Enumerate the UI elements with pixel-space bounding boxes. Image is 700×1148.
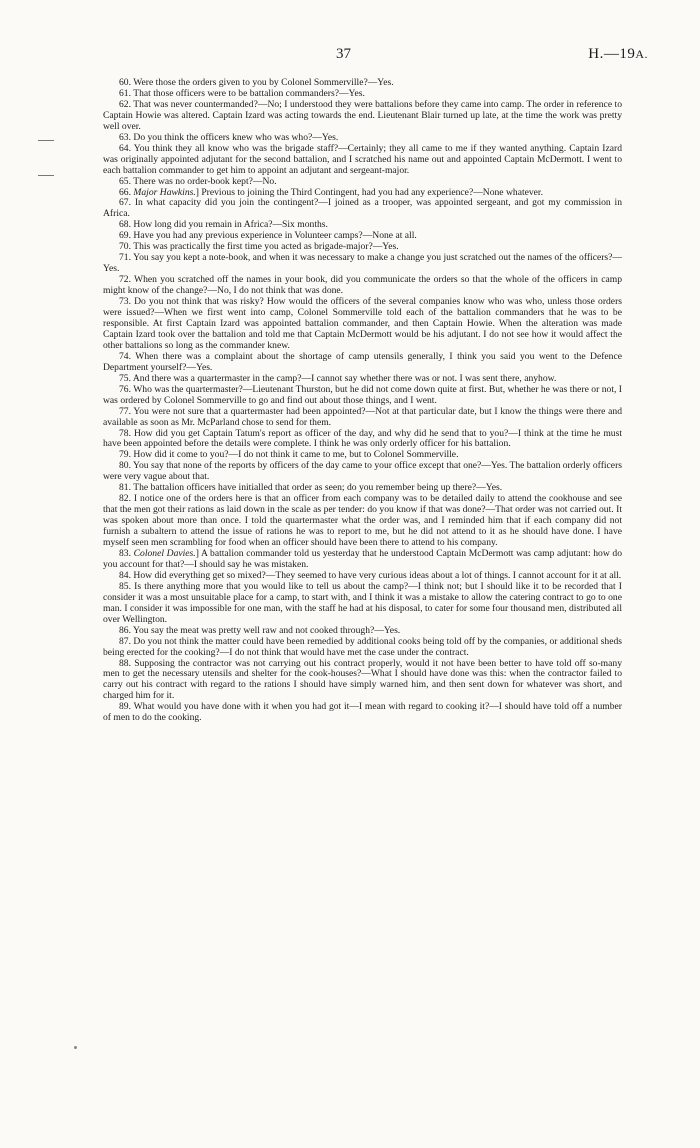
question-paragraph: 76. Who was the quartermaster?—Lieutenant Thurston, but he did not come down quite at first. But, whether he was there or not, I was ordered by Colonel Sommerville to go and find out about those things, and I went.	[103, 383, 622, 406]
page-header	[104, 46, 648, 66]
testimony-body	[103, 78, 622, 724]
question-paragraph: 74. When there was a complaint about the shortage of camp utensils generally, I think you said you went to the Defence Department yourself?—Yes.	[103, 350, 622, 373]
question-paragraph: 86. You say the meat was pretty well raw and not cooked through?—Yes.	[119, 624, 401, 636]
question-paragraph: 82. I notice one of the orders here is that an officer from each company was to be detailed daily to attend the cookhouse and see that the men got their rations as laid down in the scale as per tender: do you know if that was done?—That order was not carried out. It was spoken about more than once. I told the quartermaster what the order was, and I reminded him that if each company did not furnish a subaltern to attend the issue of rations he was to report to me, but he did not attend to it as he should have done. I have myself seen men scrambling for food when an officer should have been there to attend to his company.	[103, 493, 622, 549]
question-paragraph: 78. How did you get Captain Tatum's report as officer of the day, and why did he send that to you?—I think at the time he must have been appointed before the details were complete. I think he was only orderly officer for his battalion.	[103, 427, 622, 450]
speaker-name: Major Hawkins.	[133, 186, 196, 198]
question-paragraph: 67. In what capacity did you join the contingent?—I joined as a trooper, was appointed sergeant, and got my commission in Africa.	[103, 197, 622, 220]
margin-mark	[38, 175, 54, 176]
question-paragraph: 81. The battalion officers have initialled that order as seen; do you remember being up there?—Yes.	[119, 482, 503, 494]
question-paragraph: 64. You think they all know who was the brigade staff?—Certainly; they all came to me if they wanted anything. Captain Izard was originally appointed adjutant for the second battalion, and I scratched his name out and appointed Captain McDermott. I went to each battalion commander to get him to appoint an adjutant and sergeant-major.	[103, 142, 622, 176]
margin-mark	[38, 140, 54, 141]
doc-ref-prefix: H.—	[588, 46, 620, 62]
question-paragraph: 85. Is there anything more that you would like to tell us about the camp?—I think not; but I should like it to be recorded that I consider it was a most unsuitable place for a camp, to start with, and I think it was a mistake to allow the catering contract to go to one man. I consider it was impossible for one man, with the staff he had at his disposal, to cater for some four thousand men, distributed all over Wellington.	[103, 580, 622, 625]
speaker-name: Colonel Davies.	[133, 547, 196, 559]
question-paragraph: 72. When you scratched off the names in your book, did you communicate the orders so that the whole of the officers in camp might know of the change?—No, I do not think that was done.	[103, 274, 622, 297]
question-paragraph: 70. This was practically the first time you acted as brigade-major?—Yes.	[119, 241, 399, 253]
question-paragraph: 65. There was no order-book kept?—No.	[119, 175, 277, 187]
doc-ref-suffix: A.	[635, 47, 648, 61]
question-paragraph: 63. Do you think the officers knew who was who?—Yes.	[119, 131, 339, 143]
document-reference	[588, 46, 648, 63]
question-paragraph: 87. Do you not think the matter could have been remedied by additional cooks being told off by the companies, or additional sheds being erected for the cooking?—I do not think that would have met the case under the contract.	[103, 635, 622, 658]
question-paragraph: 77. You were not sure that a quartermaster had been appointed?—Not at that particular date, but I know the things were there and available as soon as Mr. McParland chose to send for them.	[103, 405, 622, 428]
question-paragraph: 75. And there was a quartermaster in the camp?—I cannot say whether there was or not. I was sent there, anyhow.	[119, 372, 557, 384]
margin-dot	[74, 1046, 77, 1049]
question-paragraph: 89. What would you have done with it when you had got it—I mean with regard to cooking it?—I should have told off a number of men to do the cooking.	[103, 701, 622, 724]
question-paragraph: 80. You say that none of the reports by officers of the day came to your office except that one?—Yes. The battalion orderly officers were very vague about that.	[103, 460, 622, 483]
question-paragraph: 61. That those officers were to be battalion commanders?—Yes.	[119, 87, 365, 99]
question-paragraph: 73. Do you not think that was risky? How would the officers of the several companies know who was who, unless those orders were issued?—When we first went into camp, Colonel Sommerville told each of the battalion commanders that he was to be responsible. At first Captain Izard was appointed battalion commander, and then Captain Howie. When the alteration was made Captain Izard took over the battalion and told me that Captain McDermott would be his adjutant. I do not see how it would affect the other battalions so long as the commander knew.	[103, 296, 622, 351]
question-paragraph: 60. Were those the orders given to you by Colonel Sommerville?—Yes.	[119, 77, 394, 88]
doc-ref-number: 19	[619, 46, 636, 62]
question-paragraph: 66. Major Hawkins.] Previous to joining the Third Contingent, had you had any experience?—None whatever.	[119, 186, 543, 198]
question-paragraph: 68. How long did you remain in Africa?—Six months.	[119, 219, 328, 231]
question-paragraph: 83. Colonel Davies.] A battalion commander told us yesterday that he understood Captain McDermott was camp adjutant: how do you account for that?—I should say he was mistaken.	[103, 547, 622, 570]
question-paragraph: 79. How did it come to you?—I do not think it came to me, but to Colonel Sommerville.	[119, 449, 459, 461]
question-paragraph: 69. Have you had any previous experience in Volunteer camps?—None at all.	[119, 230, 417, 242]
question-paragraph: 88. Supposing the contractor was not carrying out his contract properly, would it not have been better to have told off so-many men to get the necessary utensils and shelter for the cook-houses?—What I should have done was this: when the contractor failed to carry out his contract with regard to the rations I should have simply warned him, and then sent down for whatever was short, and charged him for it.	[103, 657, 622, 702]
question-paragraph: 62. That was never countermanded?—No; I understood they were battalions before they came into camp. The order in reference to Captain Howie was altered. Captain Izard was acting towards the end. Lieutenant Blair turned up late, at the time the work was pretty well over.	[103, 98, 622, 132]
question-paragraph: 71. You say you kept a note-book, and when it was necessary to make a change you just scratched out the names of the officers?—Yes.	[103, 252, 622, 275]
page-number: 37	[336, 46, 351, 62]
question-paragraph: 84. How did everything get so mixed?—They seemed to have very curious ideas about a lot of things. I cannot account for it at all.	[119, 569, 622, 581]
